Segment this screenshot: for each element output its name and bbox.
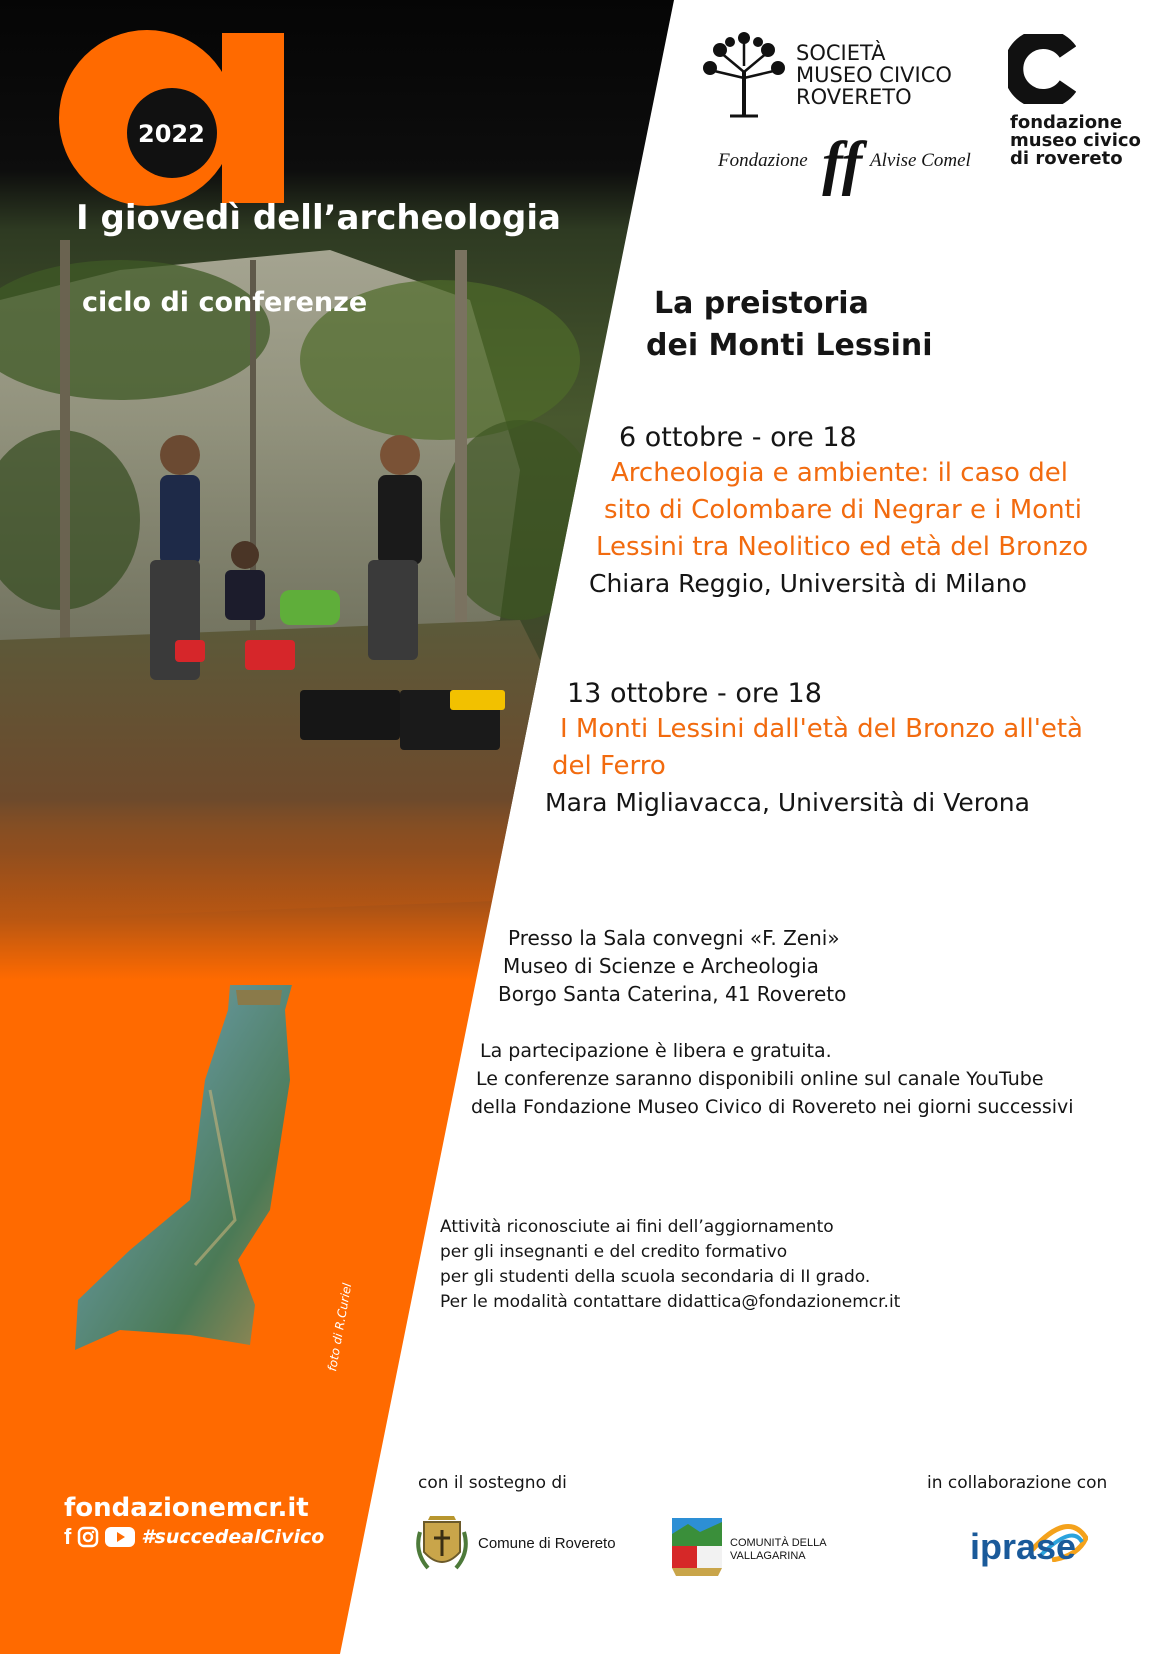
event-1-title-line-1: Archeologia e ambiente: il caso del	[611, 458, 1068, 488]
societa-line-2: MUSEO CIVICO	[796, 63, 952, 87]
facebook-icon[interactable]: f	[64, 1524, 72, 1549]
venue-line-1: Presso la Sala convegni «F. Zeni»	[508, 926, 840, 950]
comunita-line-2: VALLAGARINA	[730, 1550, 806, 1562]
event-1-title-line-2: sito di Colombare di Negrar e i Monti	[604, 495, 1082, 525]
svg-text:ff: ff	[822, 130, 863, 196]
collab-label: in collaborazione con	[927, 1473, 1108, 1493]
alvise-left-text: Fondazione	[718, 150, 808, 171]
series-title: I giovedì dell’archeologia	[76, 198, 561, 238]
youtube-icon[interactable]	[105, 1526, 135, 1548]
website-label: fondazionemcr.it	[64, 1493, 309, 1523]
venue-line-3: Borgo Santa Caterina, 41 Rovereto	[498, 982, 847, 1006]
instagram-icon[interactable]	[77, 1526, 99, 1548]
bronze-axe-artifact	[75, 985, 292, 1350]
social-row	[64, 1524, 324, 1550]
photo-credit: foto di R.Curiel	[325, 1282, 355, 1373]
event-2-speaker: Mara Migliavacca, Università di Verona	[545, 788, 1030, 817]
iprase-logo	[968, 1512, 1118, 1582]
event-1-title-line-3: Lessini tra Neolitico ed età del Bronzo	[596, 532, 1089, 562]
participation-line-1: La partecipazione è libera e gratuita.	[480, 1040, 832, 1062]
event-2-title-line-2: del Ferro	[552, 751, 666, 781]
training-line-3: per gli studenti della scuola secondaria di II grado.	[440, 1267, 871, 1287]
fondazione-line-3: di rovereto	[1010, 148, 1123, 169]
comune-label: Comune di Rovereto	[478, 1535, 616, 1552]
societa-tree-logo-icon	[700, 32, 788, 118]
comunita-line-1: COMUNITÀ DELLA	[730, 1537, 827, 1549]
event-2-date: 13 ottobre - ore 18	[567, 678, 822, 709]
support-label: con il sostegno di	[418, 1473, 567, 1493]
comune-rovereto-crest-icon	[414, 1512, 470, 1576]
participation-line-2: Le conferenze saranno disponibili online sul canale YouTube	[476, 1068, 1044, 1090]
fondazione-line-1: fondazione	[1010, 112, 1123, 133]
societa-line-1: SOCIETÀ	[796, 41, 886, 65]
iprase-text: iprase	[970, 1526, 1077, 1567]
participation-line-3: della Fondazione Museo Civico di Rovereto nei giorni successivi	[471, 1096, 1074, 1118]
hashtag-label[interactable]: #succedealCivico	[141, 1526, 325, 1548]
training-line-1: Attività riconosciute ai fini dell’aggiornamento	[440, 1217, 834, 1237]
event-1-date: 6 ottobre - ore 18	[619, 422, 857, 453]
fondazione-museo-logo-text	[1010, 114, 1141, 168]
topic-title-line-2: dei Monti Lessini	[646, 328, 933, 363]
topic-title-line-1: La preistoria	[654, 286, 869, 321]
alvise-comel-ff-logo-icon	[818, 128, 868, 196]
archeologia-a-logo-icon	[52, 28, 292, 208]
training-line-4: Per le modalità contattare didattica@fondazionemcr.it	[440, 1292, 901, 1312]
fondazione-line-2: museo civico	[1010, 130, 1141, 151]
fondazione-c-logo-icon	[1008, 34, 1076, 104]
event-2-title-line-1: I Monti Lessini dall'età del Bronzo all'età	[560, 714, 1083, 744]
alvise-right-text: Alvise Comel	[870, 150, 971, 171]
societa-museo-logo-text	[796, 42, 952, 108]
societa-line-3: ROVERETO	[796, 85, 912, 109]
cycle-label: ciclo di conferenze	[82, 287, 368, 318]
event-1-speaker: Chiara Reggio, Università di Milano	[589, 569, 1027, 598]
year-label: 2022	[138, 120, 205, 148]
comunita-vallagarina-crest-icon	[668, 1516, 726, 1578]
venue-line-2: Museo di Scienze e Archeologia	[503, 954, 819, 978]
training-line-2: per gli insegnanti e del credito formativo	[440, 1242, 788, 1262]
comunita-label	[730, 1537, 827, 1563]
